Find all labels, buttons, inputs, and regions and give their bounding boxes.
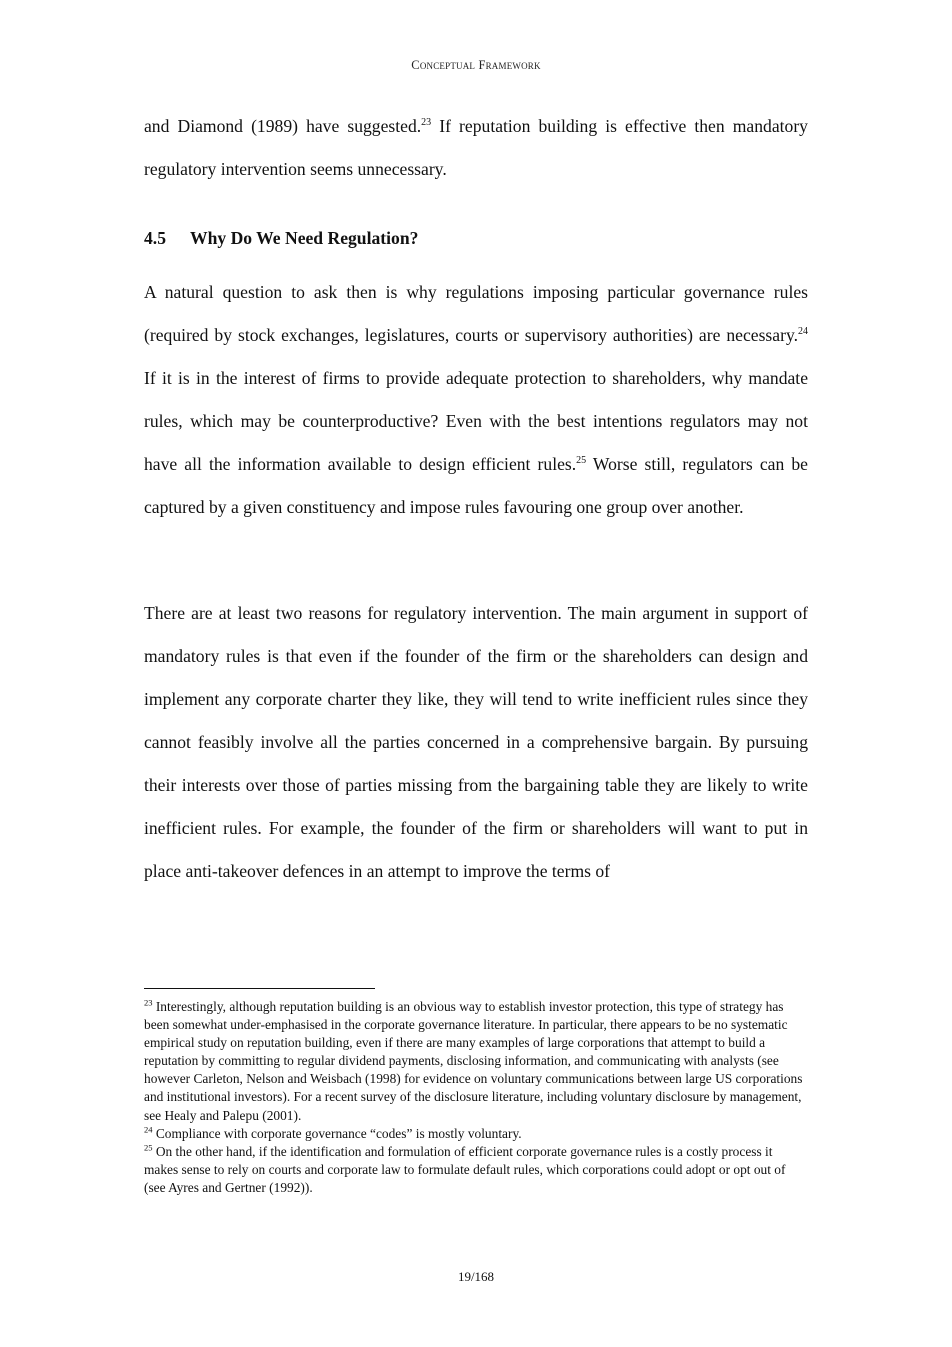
footnote-separator [144,988,375,989]
footnote-ref-23[interactable]: 23 [421,117,432,129]
footnote-24-text: Compliance with corporate governance “codes” is mostly voluntary. [152,1125,522,1141]
running-header: Conceptual Framework [411,58,541,72]
footnote-ref-25[interactable]: 25 [576,455,587,467]
page-number: 19/168 [457,1269,495,1284]
paragraph-2-text-a: A natural question to ask then is why regulations imposing particular governance rules (required by stock exchanges, legislatures, courts or supervisory authorities) are necessary. [144,282,808,345]
paragraph-2-text-b: If it is in the interest of firms to provide adequate protection to shareholders, why mandate rules, which may be counterproductive? Even with the best intentions regulators may not have all the information available to design efficient rules. [144,368,808,474]
paragraph-2 [144,271,808,529]
footnote-23 [144,998,808,1125]
footnote-mark-23: 23 [144,997,153,1008]
footnote-mark-25: 25 [144,1142,153,1153]
footnotes [144,998,808,1197]
footnote-24 [144,1125,808,1143]
paragraph-1-text-b: If reputation building is effective then mandatory regulatory intervention seems unnecessary. [144,116,808,179]
footnote-23-text: Interestingly, although reputation building is an obvious way to establish investor protection, this type of strategy has been somewhat under-emphasised in the corporate governance literature. In particular, there appears to be no systematic empirical study on reputation building, even if there are many examples of large corporations that attempt to build a reputation by committing to regular dividend payments, disclosing information, and communicating with analysts (see however Carleton, Nelson and Weisbach (1998) for evidence on voluntary communications between large US corporations and institutional investors). For a recent survey of the disclosure literature, including voluntary disclosure by management, see Healy and Palepu (2001). [144,999,803,1123]
footnote-25-text: On the other hand, if the identification and formulation of efficient corporate governance rules is a costly process it makes sense to rely on courts and corporate law to formulate default rules, which corporations could adopt or opt out of (see Ayres and Gertner (1992)). [144,1143,786,1195]
section-heading [144,228,418,249]
footnote-ref-24[interactable]: 24 [798,326,808,338]
paragraph-3: There are at least two reasons for regulatory intervention. The main argument in support of mandatory rules is that even if the founder of the firm or the shareholders can design and implement any corporate charter they like, they will tend to write inefficient rules since they cannot feasibly involve all the parties concerned in a comprehensive bargain. By pursuing their interests over those of parties missing from the bargaining table they are likely to write inefficient rules. For example, the founder of the firm or shareholders will want to put in place anti-takeover defences in an attempt to improve the terms of [144,603,808,881]
paragraph-1-text-a: and Diamond (1989) have suggested. [144,116,422,136]
paragraph-2-text-c: Worse still, regulators can be captured by a given constituency and impose rules favouring one group over another. [144,454,808,517]
section-number: 4.5 [144,228,166,248]
paragraph-1 [144,105,808,191]
footnote-mark-24: 24 [144,1124,153,1135]
section-title: Why Do We Need Regulation? [190,228,419,248]
footnote-25 [144,1143,808,1197]
